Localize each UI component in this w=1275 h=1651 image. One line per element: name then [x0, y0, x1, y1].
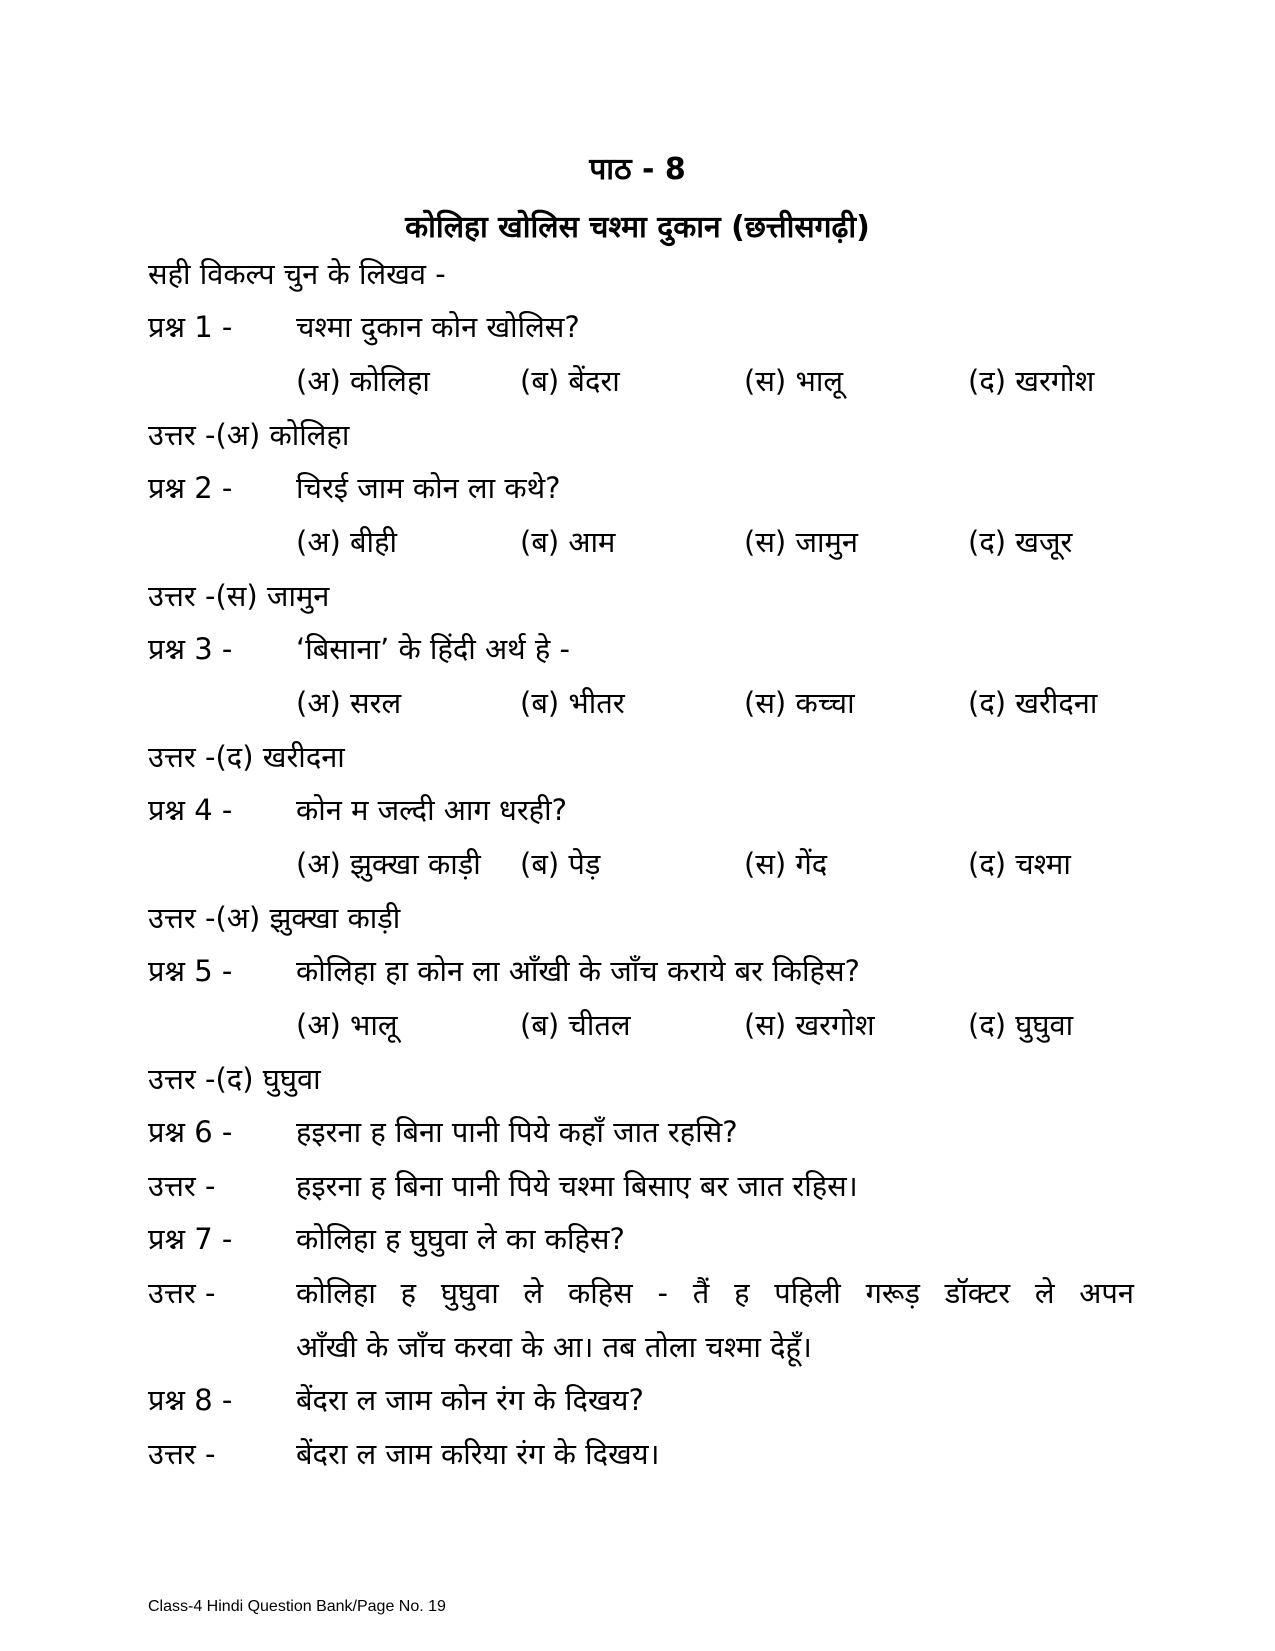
option-c: (स) भालू	[744, 364, 844, 398]
question-label: प्रश्न 5 -	[148, 954, 233, 988]
question-label: प्रश्न 7 -	[148, 1222, 233, 1256]
option-b: (ब) चीतल	[520, 1008, 631, 1042]
option-c: (स) गेंद	[744, 847, 828, 881]
option-d: (द) खजूर	[968, 525, 1073, 559]
question-text: कोलिहा ह घुघुवा ले का कहिस?	[296, 1222, 625, 1256]
question-text: कोलिहा हा कोन ला आँखी के जाँच कराये बर किहिस?	[296, 954, 860, 988]
option-b: (ब) बेंदरा	[520, 364, 620, 398]
option-d: (द) खरगोश	[968, 364, 1095, 398]
instruction: सही विकल्प चुन के लिखव -	[148, 257, 446, 291]
question-label: प्रश्न 8 -	[148, 1383, 233, 1417]
option-c: (स) खरगोश	[744, 1008, 875, 1042]
question-text: बेंदरा ल जाम कोन रंग के दिखय?	[296, 1383, 644, 1417]
answer-label: उत्तर -	[148, 1276, 216, 1310]
option-b: (ब) आम	[520, 525, 616, 559]
question-text: कोन म जल्दी आग धरही?	[296, 793, 567, 827]
answer-text: कोलिहा ह घुघुवा ले कहिस - तैं ह पहिली गरूड़ डॉक्टर ले अपन	[296, 1276, 1134, 1310]
option-d: (द) खरीदना	[968, 686, 1098, 720]
option-b: (ब) पेड़	[520, 847, 601, 881]
answer-5: उत्तर -(द) घुघुवा	[148, 1062, 321, 1096]
answer-text: आँखी के जाँच करवा के आ। तब तोला चश्मा देहूँ।	[296, 1330, 812, 1364]
page-footer: Class-4 Hindi Question Bank/Page No. 19	[148, 1598, 446, 1615]
answer-3: उत्तर -(द) खरीदना	[148, 740, 345, 774]
question-text: चश्मा दुकान कोन खोलिस?	[296, 310, 580, 344]
option-c: (स) कच्चा	[744, 686, 855, 720]
question-text: हइरना ह बिना पानी पिये कहाँ जात रहसि?	[296, 1115, 738, 1149]
answer-label: उत्तर -	[148, 1437, 216, 1471]
lesson-title: कोलिहा खोलिस चश्मा दुकान (छत्तीसगढ़ी)	[405, 210, 870, 245]
question-label: प्रश्न 2 -	[148, 471, 233, 505]
option-d: (द) घुघुवा	[968, 1008, 1074, 1042]
answer-4: उत्तर -(अ) झुक्खा काड़ी	[148, 901, 401, 935]
option-c: (स) जामुन	[744, 525, 858, 559]
option-b: (ब) भीतर	[520, 686, 625, 720]
answer-2: उत्तर -(स) जामुन	[148, 579, 330, 613]
answer-1: उत्तर -(अ) कोलिहा	[148, 418, 350, 452]
option-a: (अ) कोलिहा	[296, 364, 430, 398]
answer-label: उत्तर -	[148, 1169, 216, 1203]
answer-text: हइरना ह बिना पानी पिये चश्मा बिसाए बर जात रहिस।	[296, 1169, 858, 1203]
answer-text: बेंदरा ल जाम करिया रंग के दिखय।	[296, 1437, 660, 1471]
option-a: (अ) सरल	[296, 686, 402, 720]
question-label: प्रश्न 1 -	[148, 310, 233, 344]
question-text: चिरई जाम कोन ला कथे?	[296, 471, 561, 505]
option-d: (द) चश्मा	[968, 847, 1071, 881]
lesson-number: पाठ - 8	[589, 152, 686, 187]
question-label: प्रश्न 3 -	[148, 632, 233, 666]
option-a: (अ) भालू	[296, 1008, 398, 1042]
question-label: प्रश्न 6 -	[148, 1115, 233, 1149]
option-a: (अ) बीही	[296, 525, 397, 559]
question-text: ‘बिसाना’ के हिंदी अर्थ हे -	[296, 632, 570, 666]
option-a: (अ) झुक्खा काड़ी	[296, 847, 481, 881]
question-label: प्रश्न 4 -	[148, 793, 233, 827]
